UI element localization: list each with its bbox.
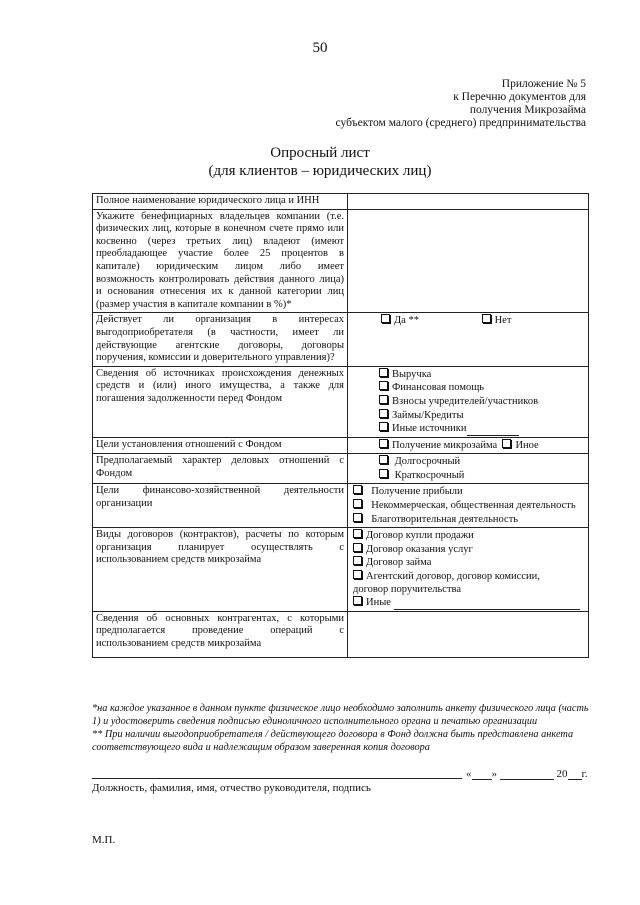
- option-label: Долгосрочный: [394, 456, 461, 468]
- signature-label: Должность, фамилия, имя, отчество руководителя, подпись: [92, 782, 371, 794]
- footnote-1: *на каждое указанное в данном пункте физическое лицо необходимо заполнить анкету физического лица (часть 1) и удостоверить сведения подписью единоличного исполнительного органа и печатью организации: [92, 703, 589, 727]
- checkbox-financial-aid[interactable]: [379, 381, 388, 390]
- questionnaire-table: [92, 193, 589, 658]
- question-cell: [93, 437, 348, 454]
- question-relationship-nature: Предполагаемый характер деловых отношений с Фондом: [96, 455, 344, 479]
- option-label: Агентский договор, договор комиссии,: [366, 571, 540, 583]
- option-label: Выручка: [392, 368, 432, 380]
- option-label: Займы/Кредиты: [392, 409, 464, 421]
- footnotes: [92, 702, 592, 754]
- checkbox-service-contract[interactable]: [353, 543, 362, 552]
- checkbox-yes[interactable]: [381, 314, 390, 323]
- question-cell: [93, 611, 348, 657]
- appendix-header: [336, 78, 586, 130]
- month-field[interactable]: [500, 767, 554, 780]
- checkbox-agency-contract[interactable]: [353, 570, 362, 579]
- year-suffix: г.: [581, 768, 588, 780]
- checkbox-non-commercial[interactable]: [353, 499, 362, 508]
- appendix-line-3: получения Микрозайма: [469, 104, 586, 116]
- day-field[interactable]: [472, 767, 492, 780]
- answer-cell: [348, 437, 589, 454]
- option-yes-label: Да **: [394, 315, 419, 327]
- checkbox-loan-contract[interactable]: [353, 556, 362, 565]
- option-label: Иные источники: [392, 423, 467, 435]
- table-row: [93, 313, 589, 366]
- footnote-2: ** При наличии выгодоприобретателя / действующего договора в Фонд должна быть представлена анкета соответствующего вида и надлежащим образом заверенная копия договора: [92, 729, 574, 753]
- other-sources-field[interactable]: [467, 435, 519, 436]
- checkbox-other-goal[interactable]: [502, 439, 511, 448]
- answer-field-beneficiaries[interactable]: [348, 209, 589, 313]
- option-label: Иное: [515, 439, 539, 451]
- answer-cell: [348, 484, 589, 528]
- option-label: Иные: [366, 597, 391, 609]
- page-number: 50: [312, 40, 328, 56]
- checkbox-founders-contributions[interactable]: [379, 395, 388, 404]
- option-label: Получение микрозайма: [392, 439, 498, 451]
- answer-cell: [348, 366, 589, 437]
- appendix-line-4: субъектом малого (среднего) предпринимательства: [335, 117, 586, 129]
- table-row: [93, 366, 589, 437]
- title-line-2: (для клиентов – юридических лиц): [208, 163, 432, 179]
- stamp-label: М.П.: [92, 834, 116, 846]
- table-row: [93, 484, 589, 528]
- option-label: Некоммерческая, общественная деятельность: [371, 500, 576, 512]
- question-cell: [93, 209, 348, 313]
- question-contract-types: Виды договоров (контрактов), расчеты по которым организация планирует осуществлять с использованием средств микрозайма: [96, 529, 344, 566]
- question-funds-sources: Сведения об источниках происхождения денежных средств и (или) иного имущества, а также для погашения задолженности перед Фондом: [96, 367, 344, 404]
- answer-cell: [348, 528, 589, 612]
- answer-cell: [348, 313, 589, 366]
- question-relationship-goals: Цели установления отношений с Фондом: [96, 438, 282, 450]
- checkbox-other-contracts[interactable]: [353, 596, 362, 605]
- question-cell: [93, 194, 348, 210]
- option-label: Договор оказания услуг: [366, 543, 473, 555]
- other-contracts-field[interactable]: [394, 609, 580, 610]
- question-cell: [93, 454, 348, 484]
- checkbox-short-term[interactable]: [379, 469, 388, 478]
- checkbox-revenue[interactable]: [379, 368, 388, 377]
- title-line-1: Опросный лист: [270, 145, 370, 161]
- answer-field-company-name[interactable]: [348, 194, 589, 210]
- year-prefix: 20: [556, 768, 568, 780]
- option-label: Финансовая помощь: [392, 382, 485, 394]
- checkbox-long-term[interactable]: [379, 455, 388, 464]
- checkbox-other-sources[interactable]: [379, 422, 388, 431]
- checkbox-loans[interactable]: [379, 409, 388, 418]
- question-company-name: Полное наименование юридического лица и ИНН: [96, 195, 320, 206]
- table-row: [93, 437, 589, 454]
- checkbox-profit[interactable]: [353, 485, 362, 494]
- option-label: Благотворительная деятельность: [371, 513, 519, 525]
- date-field: [466, 767, 588, 780]
- question-activity-goals: Цели финансово-хозяйственной деятельности организации: [96, 485, 344, 510]
- option-label: Договор купли продажи: [366, 530, 474, 542]
- option-label: Краткосрочный: [394, 469, 465, 481]
- signature-field[interactable]: [92, 778, 462, 779]
- option-label: Получение прибыли: [371, 486, 463, 498]
- option-label: Договор займа: [366, 557, 432, 569]
- table-row: [93, 209, 589, 313]
- document-title: [0, 144, 640, 180]
- checkbox-sale-contract[interactable]: [353, 529, 362, 538]
- quote-open: «: [466, 768, 472, 780]
- question-counterparties: Сведения об основных контрагентах, с которыми предполагается проведение операций с использованием средств микрозайма: [96, 612, 344, 649]
- question-cell: [93, 484, 348, 528]
- question-cell: [93, 528, 348, 612]
- option-no-label: Нет: [494, 315, 512, 327]
- answer-cell: [348, 454, 589, 484]
- option-continuation: договор поручительства: [353, 583, 462, 595]
- question-cell: [93, 366, 348, 437]
- appendix-line-1: Приложение № 5: [501, 78, 586, 90]
- appendix-line-2: к Перечню документов для: [453, 91, 586, 103]
- option-label: Взносы учредителей/участников: [392, 395, 539, 407]
- table-row: [93, 454, 589, 484]
- checkbox-charity[interactable]: [353, 513, 362, 522]
- question-cell: [93, 313, 348, 366]
- checkbox-no[interactable]: [482, 314, 491, 323]
- question-beneficiary-acting: Действует ли организация в интересах выгодоприобретателя (в частности, имеет ли действующие агентские договоры, договоры поручения, комиссии и доверительного управления)?: [96, 314, 344, 364]
- answer-field-counterparties[interactable]: [348, 611, 589, 657]
- year-field[interactable]: [568, 767, 582, 780]
- table-row: [93, 528, 589, 612]
- question-beneficiaries: Укажите бенефициарных владельцев компании (т.е. физических лиц, которые в конечном счете прямо или косвенно (через третьих лиц) владеют (имеют преобладающее участие более 25 процентов в капитале) юридическим лицом либо имеет возможность контролировать действия данного лица) и основания отнесения их к данной категории лиц (размер участия в капитале компании в %)*: [96, 210, 344, 310]
- table-row: [93, 194, 589, 210]
- table-row: [93, 611, 589, 657]
- checkbox-microloan[interactable]: [379, 439, 388, 448]
- quote-close: »: [491, 768, 497, 780]
